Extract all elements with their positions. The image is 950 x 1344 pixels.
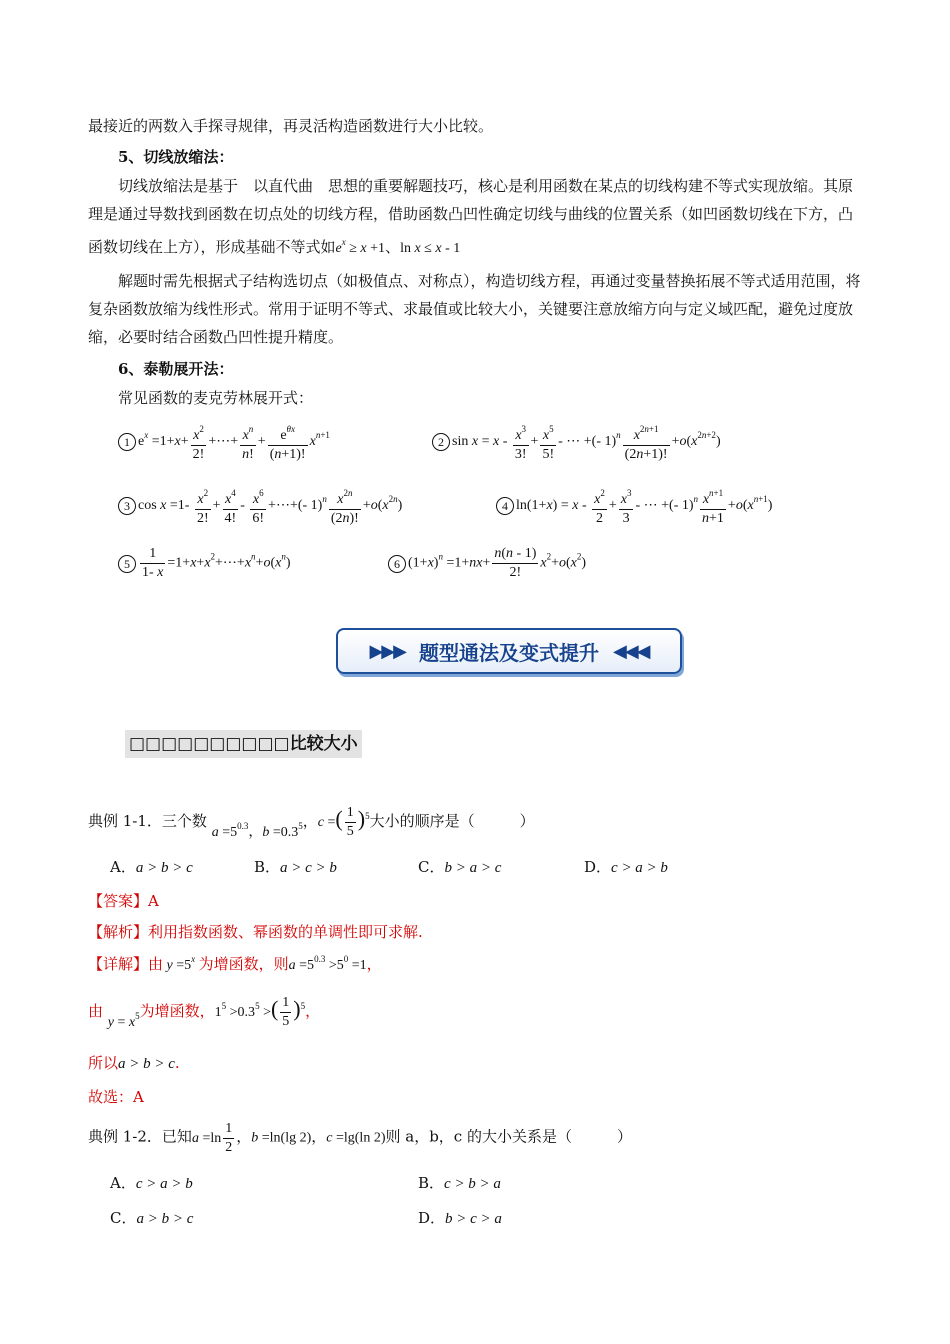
option-math: c > a > b <box>611 860 668 876</box>
analysis-text: 【解析】利用指数函数、幂函数的单调性即可求解. <box>88 923 423 941</box>
circled-5: 5 <box>118 555 136 573</box>
detail-conclusion: a > b > c <box>118 1056 175 1072</box>
section-5-text: 切线放缩法是基于 以直代曲 思想的重要解题技巧，核心是利用函数在某点的切线构建不等式实现放缩。其原理是通过导数找到函数在切点处的切线方程，借助函数凸凹性确定切线与曲线的位置关系（如凹函数切线在下方，凸函数切线在上方），形成基础不等式如 <box>88 177 854 256</box>
example-1-2-question: 典例 1-2．已知a =ln $\frac{1}{2}$ ，b =ln(lg 2)，c =lg(ln 2)则 a，b，c 的大小关系是（ ） <box>88 1121 632 1155</box>
circled-1: 1 <box>118 433 136 451</box>
inequality-ln: ln x ≤ x - 1 <box>400 241 461 256</box>
banner-title: 题型通法及变式提升 <box>419 640 599 665</box>
circled-3: 3 <box>118 497 136 515</box>
formula-6: 6 $(1+x)^n =1+nx+$ $\frac{n(n - 1)}{2!}$ $x^2+o(x^2)$ <box>388 545 586 582</box>
option-letter: B． <box>418 1174 445 1192</box>
option-math: b > a > c <box>444 860 502 876</box>
example-1-2-tail: 则 a，b，c 的大小关系是（ ） <box>385 1127 632 1146</box>
ex1-option-a <box>110 856 193 877</box>
section-6-heading: 6、泰勒展开法： <box>118 360 234 378</box>
detail-end: . <box>174 1054 180 1072</box>
arrow-left-icon: ◀◀◀ <box>613 640 649 662</box>
ex2-option-b <box>418 1172 501 1193</box>
answer-label: 【答案】A <box>88 892 159 910</box>
example-1-1-question: 典例 1-1．三个数 $a =5^{0.3}$，$b =0.3^5$，c =( $\frac{1}{5}$ )$^5$大小的顺序是（ ） <box>88 805 535 840</box>
option-letter: B． <box>254 858 281 876</box>
detail-ineq-1: $a =5^{0.3} >5^0 =1$ <box>288 954 367 973</box>
topic-heading: □□□□□□□□□□比较大小 <box>125 730 362 758</box>
option-math: c > b > a <box>444 1176 501 1192</box>
option-math: a > b > c <box>136 1211 194 1227</box>
formula-4: 4 ln(1+x) = x - $\frac{x^2}{2}$ + $\frac{x^3}{3}$ - ⋯ +(- 1)$^n$ $\frac{x^{n+1}}{n+1}$ $+o(x^{n+1})$ <box>496 484 772 528</box>
circled-6: 6 <box>388 555 406 573</box>
section-5-heading: 5、切线放缩法： <box>118 148 234 166</box>
ex1-option-d <box>584 856 668 877</box>
ex2-option-a <box>110 1172 193 1193</box>
detail-pre-3: 所以 <box>88 1054 119 1072</box>
formula-1: 1 $e^x =1+x+$ $\frac{x^2}{2!}$ +⋯+ $\frac{x^n}{n!}$ + $\frac{e^{\theta x}}{(n+1)!}$ $x^{n+1}$ <box>118 420 330 464</box>
formula-3: 3 cos x =1- $\frac{x^2}{2!}$ + $\frac{x^4}{4!}$ - $\frac{x^6}{6!}$ +⋯+(- 1)$^n$ $\frac{x^{2n}}{(2n)!}$ $+o(x^{2n})$ <box>118 484 402 528</box>
circled-2: 2 <box>432 433 450 451</box>
ex1-option-c <box>418 856 501 877</box>
detail-line-3 <box>88 1052 180 1073</box>
detail-label: 【详解】由 <box>88 955 164 973</box>
section-5-paragraph-1 <box>88 172 866 263</box>
detail-pre: 由 <box>88 1002 104 1020</box>
option-math: a > b > c <box>135 860 193 876</box>
option-letter: A． <box>110 1174 136 1192</box>
detail-func-1: $y =5^x$ <box>166 954 196 973</box>
formula-5: 5 $\frac{1}{1- x}$ $=1+x+x^2+\cdots+x^n+o(x^n)$ <box>118 545 291 582</box>
formula-2: 2 sin x = x - $\frac{x^3}{3!}$ + $\frac{x^5}{5!}$ - ⋯ +(- 1)$^n$ $\frac{x^{2n+1}}{(2n+1)!}$ $+o(x^{2n+2})$ <box>432 420 721 464</box>
separator: 、 <box>385 238 401 256</box>
ex2-option-d <box>418 1207 502 1228</box>
option-math: b > c > a <box>445 1211 502 1227</box>
section-6-intro: 常见函数的麦克劳林展开式： <box>118 389 314 407</box>
choose-text: 故选：A <box>88 1088 144 1106</box>
option-letter: D． <box>418 1209 446 1227</box>
def-a-b: $a =5^{0.3}$，$b =0.3^5$ <box>211 821 303 840</box>
section-banner <box>336 628 682 674</box>
detail-ineq-2: $1^5 >0.3^5$ >( $\frac{1}{5}$ )$^5$ <box>214 995 306 1030</box>
detail-mid-2: 为增函数， <box>139 1002 215 1020</box>
option-letter: C． <box>418 858 445 876</box>
circled-4: 4 <box>496 497 514 515</box>
detail-line-2: 由 $y = x^5$为增函数，$1^5 >0.3^5$ >( $\frac{1}{5}$ )$^5$， <box>88 995 321 1030</box>
section-5-paragraph-2: 解题时需先根据式子结构选切点（如极值点、对称点），构造切线方程，再通过变量替换拓展不等式适用范围，将复杂函数放缩为线性形式。常用于证明不等式、求最值或比较大小，关键要注意放缩方向与定义域匹配，避免过度放缩，必要时结合函数凸凹性提升精度。 <box>88 272 861 346</box>
example-1-1-label: 典例 1-1．三个数 <box>88 812 207 830</box>
detail-func-2: $y = x^5$ <box>107 1011 140 1030</box>
detail-line-1: 【详解】由 $y =5^x$ 为增函数，则$a =5^{0.3} >5^0 =1$， <box>88 954 382 973</box>
detail-mid: 为增函数，则 <box>198 955 289 973</box>
ex1-option-b <box>254 856 337 877</box>
option-letter: C． <box>110 1209 137 1227</box>
option-letter: D． <box>584 858 612 876</box>
example-1-2-label: 典例 1-2．已知 <box>88 1127 192 1146</box>
def-c2: c =lg(ln 2) <box>326 1130 386 1146</box>
ex2-option-c <box>110 1207 193 1228</box>
example-1-1-tail: 大小的顺序是（ ） <box>369 812 535 830</box>
intro-tail: 最接近的两数入手探寻规律，再灵活构造函数进行大小比较。 <box>88 117 494 135</box>
inequality-exp: $e^x \ge x +1$ <box>335 237 386 256</box>
option-letter: A． <box>110 858 136 876</box>
def-a2: a =ln $\frac{1}{2}$ <box>191 1121 233 1155</box>
def-c: c =( $\frac{1}{5}$ )$^5$ <box>317 805 370 840</box>
option-math: a > c > b <box>280 860 337 876</box>
def-b2: b =ln(lg 2) <box>251 1130 312 1146</box>
option-math: c > a > b <box>135 1176 193 1192</box>
arrow-right-icon: ▶▶▶ <box>369 640 405 662</box>
